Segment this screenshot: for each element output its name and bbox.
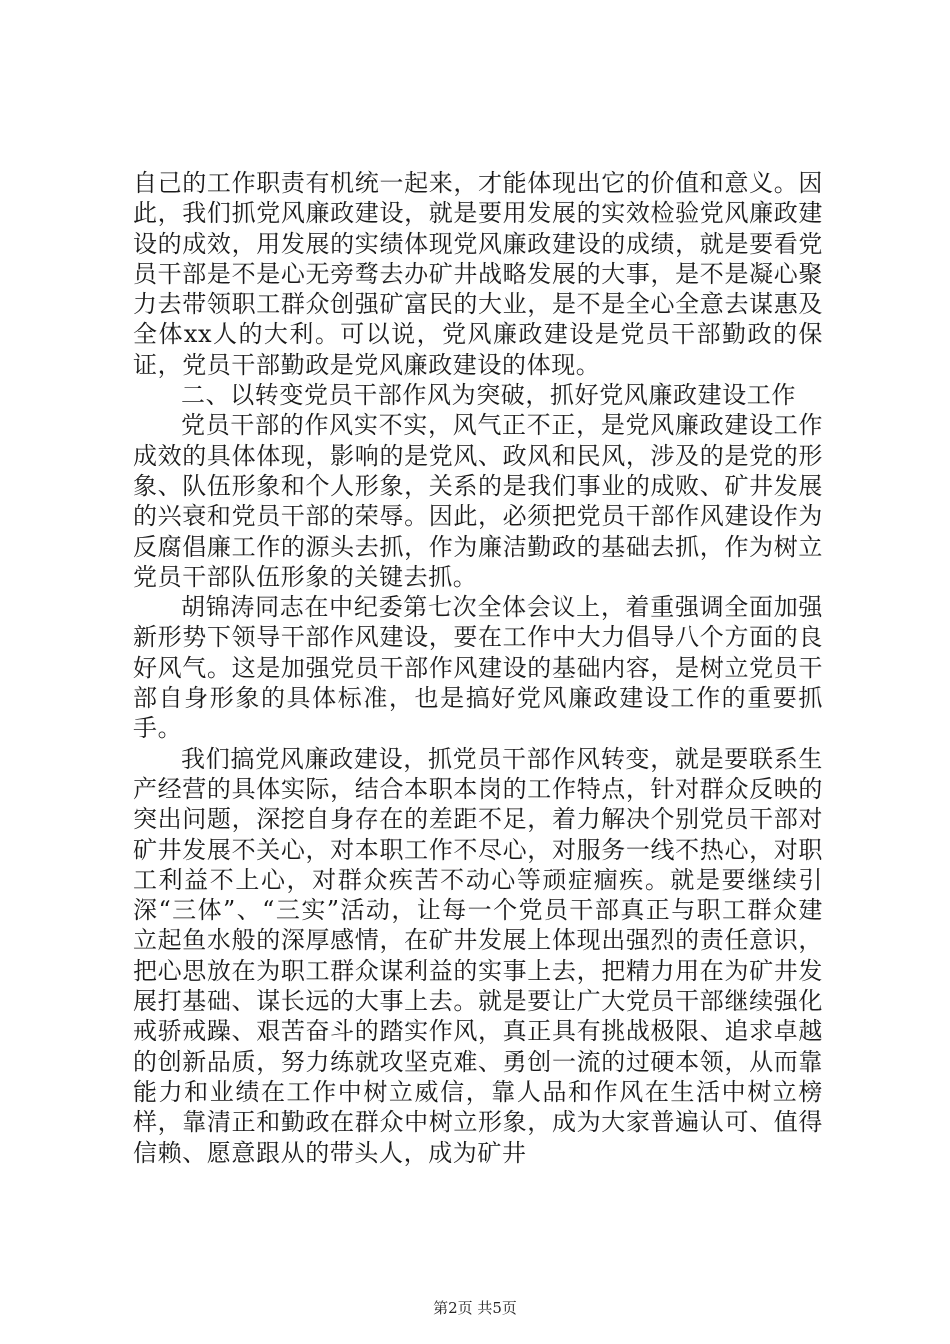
paragraph-5: 我们搞党风廉政建设，抓党员干部作风转变，就是要联系生产经营的具体实际，结合本职本岗的工作特点，针对群众反映的突出问题，深挖自身存在的差距不足，着力解决个别党员干部对矿井发展不关心，对本职工作不尽心，对服务一线不热心，对职工利益不上心，对群众疾苦不动心等顽症痼疾。就是要继续引深“三体”、“三实”活动，让每一个党员干部真正与职工群众建立起鱼水般的深厚感情，在矿井发展上体现出强烈的责任意识，把心思放在为职工群众谋利益的实事上去，把精力用在为矿井发展打基础、谋长远的大事上去。就是要让广大党员干部继续强化戒骄戒躁、艰苦奋斗的踏实作风，真正具有挑战极限、追求卓越的创新品质，努力练就攻坚克难、勇创一流的过硬本领，从而靠能力和业绩在工作中树立威信，靠人品和作风在生活中树立榜样，靠清正和勤政在群众中树立形象，成为大家普遍认可、值得信赖、愿意跟从的带头人，成为矿井 (133, 744, 823, 1167)
paragraph-3: 党员干部的作风实不实，风气正不正，是党风廉政建设工作成效的具体体现，影响的是党风、政风和民风，涉及的是党的形象、队伍形象和个人形象，关系的是我们事业的成败、矿井发展的兴衰和党员干部的荣辱。因此，必须把党员干部作风建设作为反腐倡廉工作的源头去抓，作为廉洁勤政的基础去抓，作为树立党员干部队伍形象的关键去抓。 (133, 411, 823, 591)
paragraph-1: 自己的工作职责有机统一起来，才能体现出它的价值和意义。因此，我们抓党风廉政建设，就是要用发展的实效检验党风廉政建设的成效，用发展的实绩体现党风廉政建设的成绩，就是要看党员干部是不是心无旁骛去办矿井战略发展的大事，是不是凝心聚力去带领职工群众创强矿富民的大业，是不是全心全意去谋惠及全体xx人的大利。可以说，党风廉政建设是党员干部勤政的保证，党员干部勤政是党风廉政建设的体现。 (133, 169, 823, 379)
document-body (133, 168, 823, 1168)
section-heading: 二、以转变党员干部作风为突破，抓好党风廉政建设工作 (181, 381, 796, 410)
page-number-footer: 第2页 共5页 (433, 1299, 517, 1317)
paragraph-4: 胡锦涛同志在中纪委第七次全体会议上，着重强调全面加强新形势下领导干部作风建设，要在工作中大力倡导八个方面的良好风气。这是加强党员干部作风建设的基础内容，是树立党员干部自身形象的具体标准，也是搞好党风廉政建设工作的重要抓手。 (133, 593, 823, 743)
